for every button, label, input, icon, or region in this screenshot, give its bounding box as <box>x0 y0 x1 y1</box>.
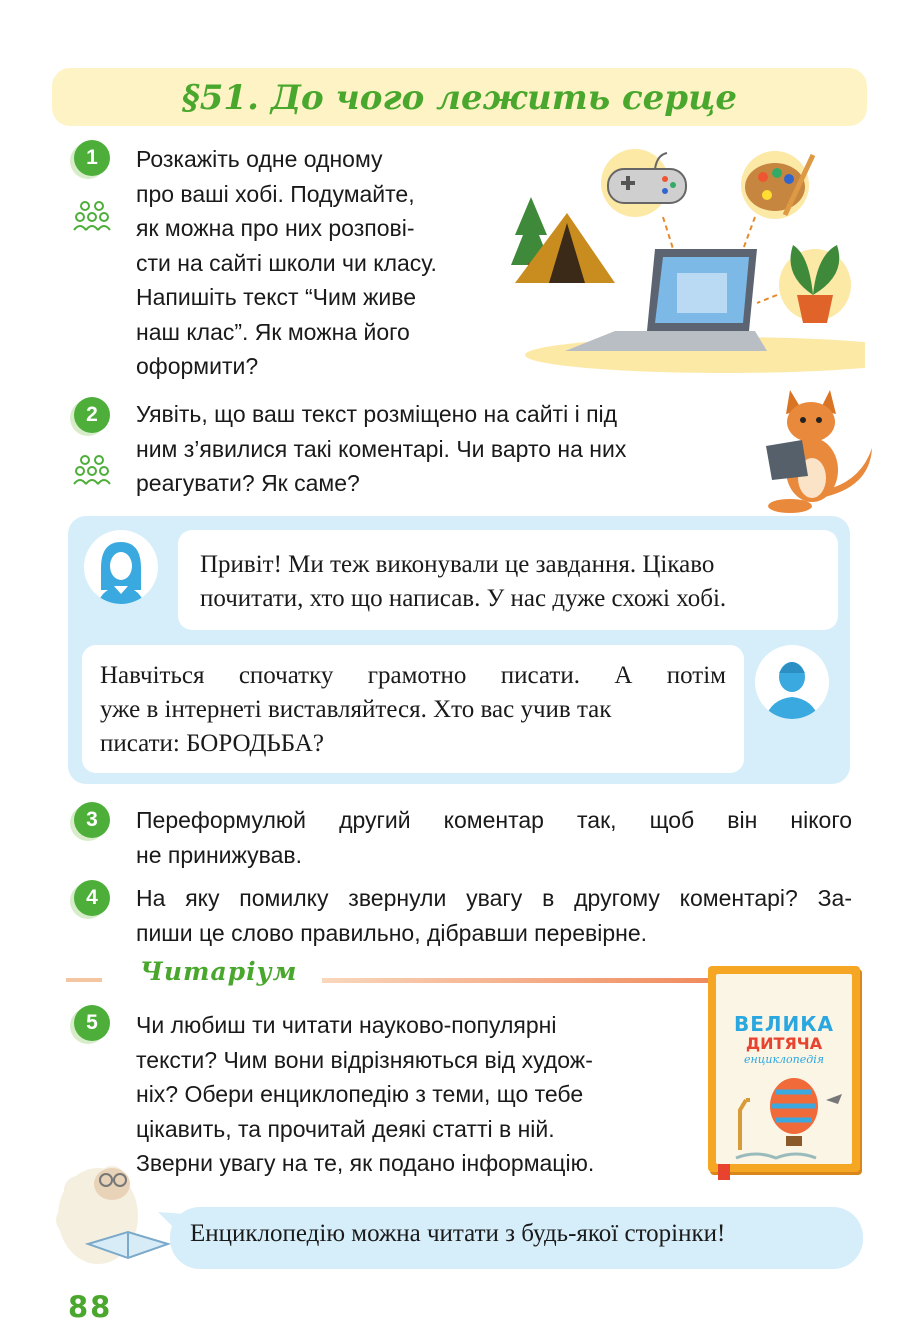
girl-avatar-icon <box>84 530 158 604</box>
task-line: Переформулюй другий коментар так, щоб він нікого <box>136 807 852 833</box>
section-divider-right <box>322 978 710 983</box>
task-number-2: 2 <box>74 397 110 433</box>
book-title-line-2: ДИТЯЧА <box>745 1034 823 1053</box>
task-line: сти на сайті школи чи класу. <box>136 249 437 276</box>
group-work-icon <box>72 198 112 232</box>
section-divider-left <box>66 978 102 982</box>
task-line: На яку помилку звернули увагу в другому коментарі? За- <box>136 885 852 911</box>
task-number-5: 5 <box>74 1005 110 1041</box>
task-line: не принижував. <box>136 841 303 868</box>
task-number-1: 1 <box>74 140 110 176</box>
task-2-text <box>136 397 736 501</box>
group-work-icon <box>72 452 112 486</box>
encyclopedia-book <box>708 966 860 1172</box>
task-5-text <box>136 1008 696 1181</box>
hobbies-illustration <box>505 145 865 375</box>
task-line: цікавить, та прочитай деякі статті в ній. <box>136 1115 555 1142</box>
comment-line: писати: БОРОДЬБА? <box>100 730 324 757</box>
task-line: наш клас”. Як можна його <box>136 318 410 345</box>
task-line: реагувати? Як саме? <box>136 470 360 496</box>
book-cover <box>716 974 852 1164</box>
comment-bubble-2 <box>82 645 744 773</box>
task-line: ніх? Обери енциклопедію з теми, що тебе <box>136 1081 584 1107</box>
tip-text: Енциклопедію можна читати з будь-якої сторінки! <box>190 1220 726 1247</box>
book-title-line-1: ВЕЛИКА <box>733 1012 835 1036</box>
page-title: §51. До чого лежить серце <box>181 78 738 118</box>
task-1-text <box>136 142 506 384</box>
boy-avatar <box>755 645 829 719</box>
book-title-line-3: енциклопедія <box>743 1053 825 1066</box>
tip-bubble-tail <box>156 1208 186 1238</box>
task-4-text <box>136 881 852 950</box>
comment-line: Привіт! Ми теж виконували це завдання. Цікаво <box>200 551 715 578</box>
book-cover-art <box>716 1070 852 1164</box>
section-label: Читаріум <box>140 957 298 986</box>
fox-with-laptop-illustration <box>750 380 880 520</box>
comment-bubble-1 <box>178 530 838 630</box>
comment-line: уже в інтернеті виставляйтеся. Хто вас учив так <box>100 696 612 723</box>
comment-line: почитати, хто що написав. У нас дуже схожі хобі. <box>200 585 727 612</box>
task-line: ним з’явилися такі коментарі. Чи варто на них <box>136 435 627 462</box>
task-3-text <box>136 803 852 872</box>
palette-icon <box>741 151 813 219</box>
task-line: тексти? Чим вони відрізняються від худож- <box>136 1046 593 1073</box>
task-line: пиши це слово правильно, дібравши перевірне. <box>136 919 648 946</box>
girl-avatar <box>84 530 158 604</box>
task-line: Розкажіть одне одному <box>136 146 383 172</box>
comment-line: Навчіться спочатку грамотно писати. А потім <box>100 662 726 689</box>
gamepad-icon <box>601 149 686 217</box>
task-line: про ваші хобі. Подумайте, <box>136 180 415 207</box>
plant-icon <box>779 245 851 323</box>
task-number-4: 4 <box>74 880 110 916</box>
task-line: Уявіть, що ваш текст розміщено на сайті і під <box>136 401 618 427</box>
boy-avatar-icon <box>755 645 829 719</box>
task-line: як можна про них розпові- <box>136 215 415 241</box>
fox-laptop <box>766 440 808 480</box>
task-line: Напишіть текст “Чим живе <box>136 284 417 310</box>
book-bookmark <box>718 1164 730 1180</box>
task-line: Зверни увагу на те, як подано інформацію. <box>136 1150 595 1176</box>
task-number-3: 3 <box>74 802 110 838</box>
page-number: 88 <box>68 1290 113 1324</box>
task-line: оформити? <box>136 353 259 379</box>
task-line: Чи любиш ти читати науково-популярні <box>136 1012 557 1038</box>
